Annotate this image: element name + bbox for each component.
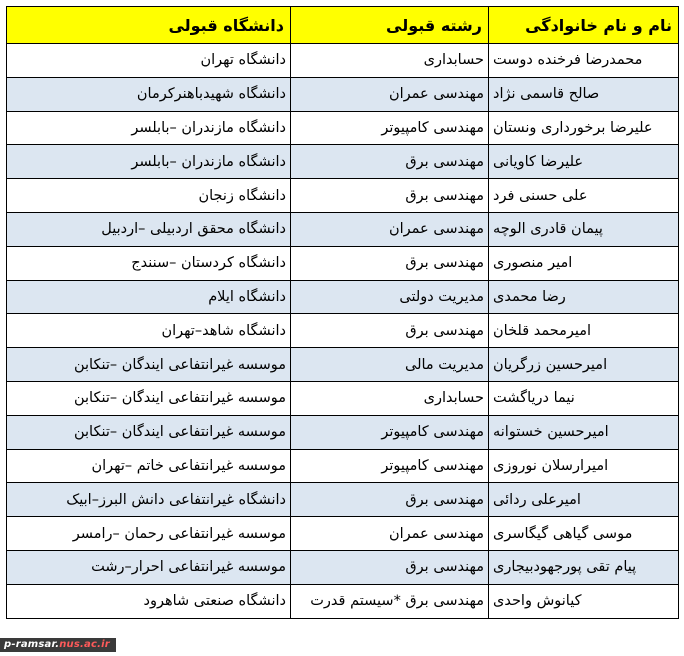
major-cell: مهندسی برق [291, 246, 489, 280]
university-cell: موسسه غیرانتفاعی احرار–رشت [7, 550, 291, 584]
header-row [7, 7, 679, 44]
university-cell: دانشگاه صنعتی شاهرود [7, 584, 291, 618]
major-cell: مهندسی برق [291, 314, 489, 348]
university-cell: موسسه غیرانتفاعی ایندگان –تنکابن [7, 381, 291, 415]
university-cell: دانشگاه مازندران –بابلسر [7, 145, 291, 179]
major-cell: مهندسی برق [291, 145, 489, 179]
name-cell: امیر منصوری [489, 246, 679, 280]
admissions-sheet [6, 6, 678, 646]
major-cell: مهندسی عمران [291, 212, 489, 246]
university-cell: دانشگاه مازندران –بابلسر [7, 111, 291, 145]
watermark-domain: nus.ac.ir [59, 639, 110, 650]
watermark-prefix: p-ramsar. [4, 639, 60, 650]
university-cell: دانشگاه شهیدباهنرکرمان [7, 77, 291, 111]
table-row [7, 44, 679, 78]
name-cell: امیرعلی ردائی [489, 483, 679, 517]
table-row [7, 280, 679, 314]
table-row [7, 212, 679, 246]
name-cell: علی حسنی فرد [489, 179, 679, 213]
major-cell: مهندسی برق [291, 550, 489, 584]
university-cell: دانشگاه تهران [7, 44, 291, 78]
name-cell: امیرحسین زرگریان [489, 348, 679, 382]
major-cell: مهندسی کامپیوتر [291, 449, 489, 483]
university-cell: دانشگاه محقق اردبیلی –اردبیل [7, 212, 291, 246]
table-row [7, 517, 679, 551]
major-cell: مهندسی برق [291, 483, 489, 517]
table-row [7, 145, 679, 179]
name-cell: امیرمحمد قلخان [489, 314, 679, 348]
table-body [7, 44, 679, 619]
table-row [7, 179, 679, 213]
name-cell: علیرضا کاویانی [489, 145, 679, 179]
name-cell: محمدرضا فرخنده دوست [489, 44, 679, 78]
university-cell: دانشگاه غیرانتفاعی دانش البرز–ابیک [7, 483, 291, 517]
name-cell: نیما دریاگشت [489, 381, 679, 415]
major-cell: حسابداری [291, 44, 489, 78]
header-major: رشته قبولی [291, 7, 489, 44]
table-row [7, 348, 679, 382]
table-row [7, 111, 679, 145]
header-name: نام و نام خانوادگی [489, 7, 679, 44]
name-cell: پیمان قادری الوچه [489, 212, 679, 246]
table-row [7, 381, 679, 415]
table-row [7, 314, 679, 348]
major-cell: مهندسی برق *سیستم قدرت [291, 584, 489, 618]
university-cell: دانشگاه ایلام [7, 280, 291, 314]
major-cell: مدیریت دولتی [291, 280, 489, 314]
university-cell: موسسه غیرانتفاعی خاتم –تهران [7, 449, 291, 483]
major-cell: مدیریت مالی [291, 348, 489, 382]
university-cell: موسسه غیرانتفاعی رحمان –رامسر [7, 517, 291, 551]
major-cell: مهندسی کامپیوتر [291, 111, 489, 145]
major-cell: مهندسی عمران [291, 517, 489, 551]
header-university: دانشگاه قبولی [7, 7, 291, 44]
name-cell: موسی گیاهی گیگاسری [489, 517, 679, 551]
table-row [7, 415, 679, 449]
university-cell: دانشگاه زنجان [7, 179, 291, 213]
name-cell: پیام تقی پورجهودبیجاری [489, 550, 679, 584]
table-row [7, 550, 679, 584]
table-row [7, 584, 679, 618]
table-row [7, 77, 679, 111]
name-cell: صالح قاسمی نژاد [489, 77, 679, 111]
site-watermark [0, 638, 116, 652]
major-cell: مهندسی عمران [291, 77, 489, 111]
major-cell: مهندسی برق [291, 179, 489, 213]
major-cell: حسابداری [291, 381, 489, 415]
table-row [7, 246, 679, 280]
university-cell: موسسه غیرانتفاعی ایندگان –تنکابن [7, 348, 291, 382]
university-cell: دانشگاه شاهد–تهران [7, 314, 291, 348]
university-cell: موسسه غیرانتفاعی ایندگان –تنکابن [7, 415, 291, 449]
major-cell: مهندسی کامپیوتر [291, 415, 489, 449]
name-cell: علیرضا برخورداری ونستان [489, 111, 679, 145]
name-cell: امیرحسین خستوانه [489, 415, 679, 449]
name-cell: کیانوش واحدی [489, 584, 679, 618]
table-row [7, 449, 679, 483]
name-cell: امیرارسلان نوروزی [489, 449, 679, 483]
university-cell: دانشگاه کردستان –سنندج [7, 246, 291, 280]
table-row [7, 483, 679, 517]
admissions-table [6, 6, 679, 619]
name-cell: رضا محمدی [489, 280, 679, 314]
